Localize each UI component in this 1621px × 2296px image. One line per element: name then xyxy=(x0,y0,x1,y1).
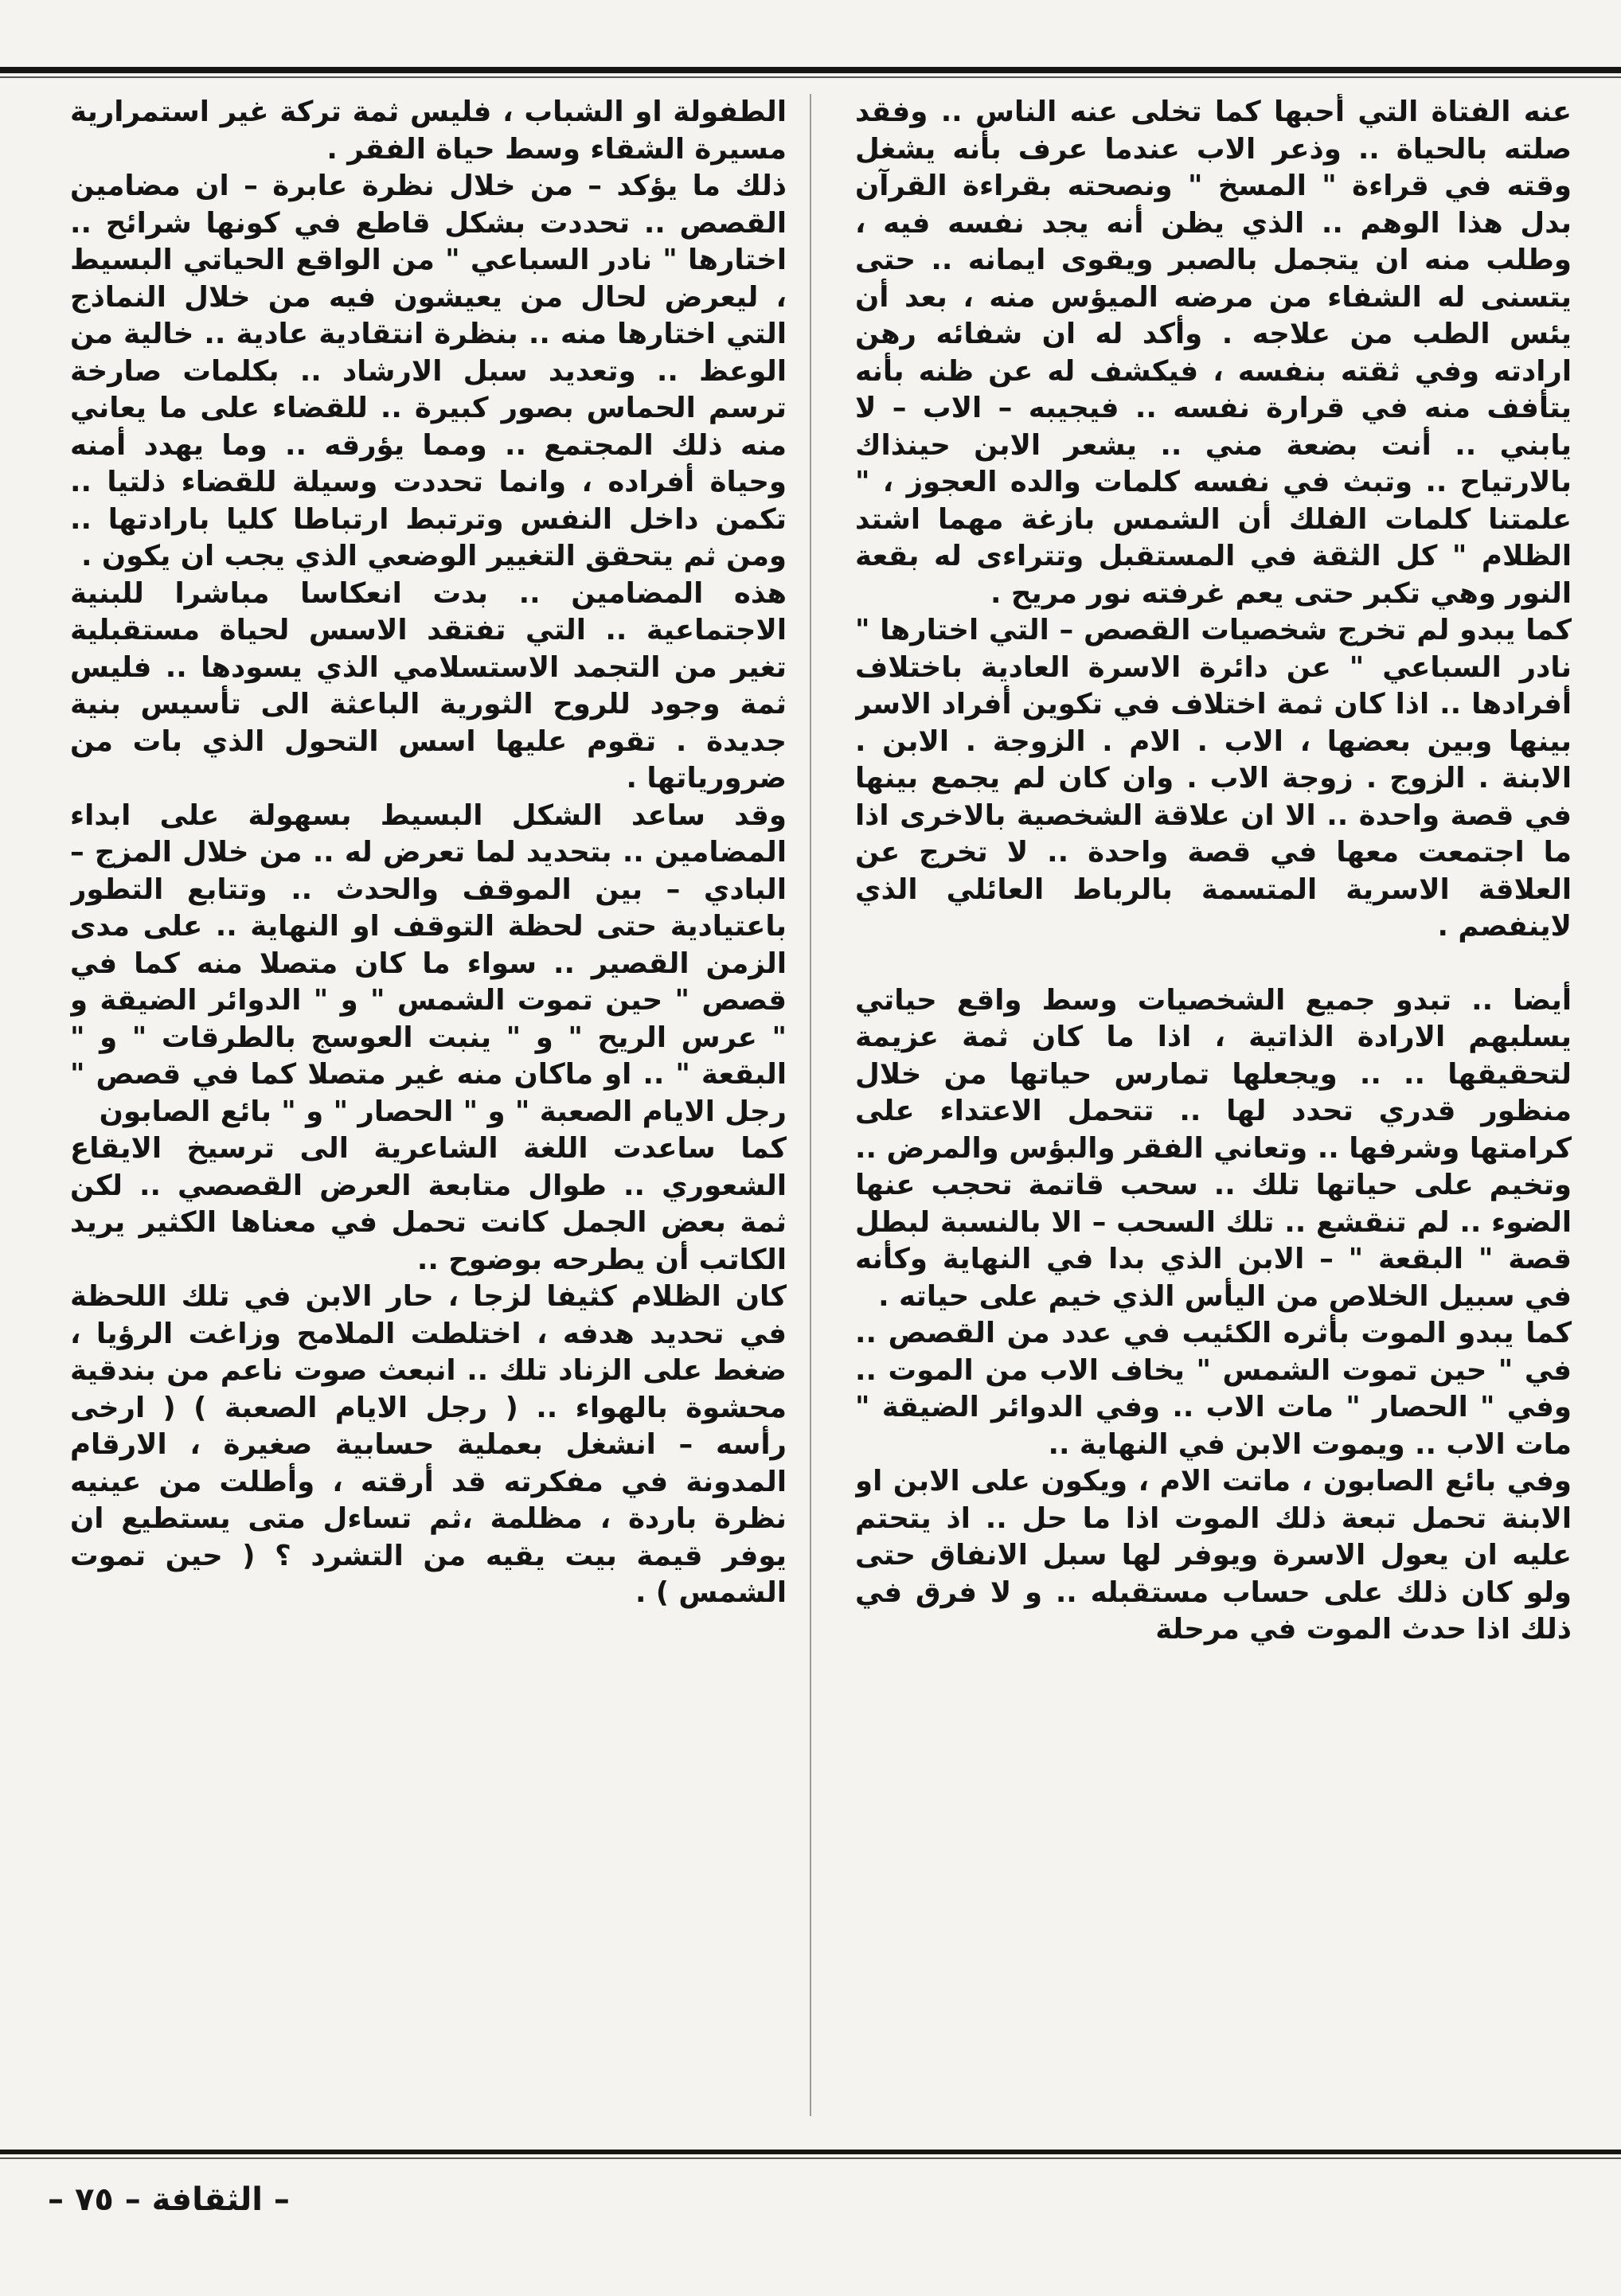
paragraph: وقد ساعد الشكل البسيط بسهولة على ابداء المضامين .. بتحديد لما تعرض له .. من خلال المزج – البادي – بين الموقف والحدث .. وتتابع التطور باعتيادية حتى لحظة التوقف او النهاية .. على مدى الزمن القصير .. سواء ما كان متصلا منه كما في قصص " حين تموت الشمس " و " الدوائر الضيقة و " عرس الريح " و " ينبت العوسج بالطرقات " و " البقعة " .. او ماكان منه غير متصلا كما في قصص " رجل الايام الصعبة " و " الحصار " و " بائع الصابون xyxy=(70,799,787,1128)
paragraph: كان الظلام كثيفا لزجا ، حار الابن في تلك اللحظة في تحديد هدفه ، اختلطت الملامح وزاغت الرؤيا ، ضغط على الزناد تلك .. انبعث صوت ناعم من بندقية محشوة بالهواء .. ( رجل الايام الصعبة ) ( ارخى رأسه – انشغل بعملية حسابية صغيرة ، الارقام المدونة في مفكرته قد أرقته ، وأطلت من عينيه نظرة باردة ، مظلمة ،ثم تساءل متى يستطيع ان يوفر قيمة بيت يقيه من التشرد ؟ ( حين تموت الشمس ) . xyxy=(70,1280,787,1609)
top-rule xyxy=(0,67,1621,73)
paragraph: ذلك ما يؤكد – من خلال نظرة عابرة – ان مضامين القصص .. تحددت بشكل قاطع في كونها شرائح .. اختارها " نادر السباعي " من الواقع الحياتي البسيط ، ليعرض لحال من يعيشون فيه من خلال النماذج التي اختارها منه .. بنظرة انتقادية عادية .. خالية من الوعظ .. وتعديد سبل الارشاد .. بكلمات صارخة ترسم الحماس بصور كبيرة .. للقضاء على ما يعاني منه ذلك المجتمع .. ومما يؤرقه .. وما يهدد أمنه وحياة أفراده ، وانما تحددت وسيلة للقضاء ذلتيا .. تكمن داخل النفس وترتبط ارتباطا كليا بارادتها .. ومن ثم يتحقق التغيير الوضعي الذي يجب ان يكون . xyxy=(70,170,787,572)
paragraph: كما يبدو لم تخرج شخصيات القصص – التي اختارها " نادر السباعي " عن دائرة الاسرة العادية باختلاف أفرادها .. اذا كان ثمة اختلاف في تكوين أفراد الاسر بينها وبين بعضها ، الاب . الام . الزوجة . الابن . الابنة . الزوج . زوجة الاب . وان كان لم يجمع بينها في قصة واحدة .. الا ان علاقة الشخصية بالاخرى اذا ما اجتمعت معها في قصة واحدة .. لا تخرج عن العلاقة الاسرية المتسمة بالرباط العائلي الذي لاينفصم . xyxy=(855,614,1572,943)
paragraph: وفي بائع الصابون ، ماتت الام ، ويكون على الابن او الابنة تحمل تبعة ذلك الموت اذا ما حل .. اذ يتحتم عليه ان يعول الاسرة ويوفر لها سبل الانفاق حتى ولو كان ذلك على حساب مستقبله .. و لا فرق في ذلك اذا حدث الموت في مرحلة xyxy=(855,1465,1572,1646)
paragraph: أيضا .. تبدو جميع الشخصيات وسط واقع حياتي يسلبهم الارادة الذاتية ، اذا ما كان ثمة عزيمة لتحقيقها .. .. ويجعلها تمارس حياتها من خلال منظور قدري تحدد لها .. تتحمل الاعتداء على كرامتها وشرفها .. وتعاني الفقر والبؤس والمرض .. وتخيم على حياتها تلك .. سحب قاتمة تحجب عنها الضوء .. لم تنقشع .. تلك السحب – الا بالنسبة لبطل قصة " البقعة " – الابن الذي بدا في النهاية وكأنه في سبيل الخلاص من اليأس الذي خيم على حياته . xyxy=(855,983,1572,1313)
article-column-right xyxy=(855,94,1572,2116)
column-divider xyxy=(810,94,811,2116)
paragraph: الطفولة او الشباب ، فليس ثمة تركة غير استمرارية مسيرة الشقاء وسط حياة الفقر . xyxy=(70,96,787,166)
page-folio: – الثقافة – ٧٥ – xyxy=(48,2181,290,2218)
paragraph: هذه المضامين .. بدت انعكاسا مباشرا للبنية الاجتماعية .. التي تفتقد الاسس لحياة مستقبلية تغير من التجمد الاستسلامي الذي يسودها .. فليس ثمة وجود للروح الثورية الباعثة الى تأسيس بنية جديدة . تقوم عليها اسس التحول الذي بات من ضرورياتها . xyxy=(70,576,787,795)
bottom-rule-thin xyxy=(0,2157,1621,2159)
top-rule-thin xyxy=(0,76,1621,78)
paragraph: عنه الفتاة التي أحبها كما تخلى عنه الناس .. وفقد صلته بالحياة .. وذعر الاب عندما عرف بأنه يشغل وقته في قراءة " المسخ " ونصحته بقراءة القرآن بدل هذا الوهم .. الذي يظن أنه يجد نفسه فيه ، وطلب منه ان يتجمل بالصبر ويقوى ايمانه .. حتى يتسنى له الشفاء من مرضه الميؤس منه ، بعد أن يئس الطب من علاجه . وأكد له ان شفائه رهن ارادته وفي ثقته بنفسه ، فيكشف له عن ظنه بأنه يتأفف منه في قرارة نفسه .. فيجيبه – الاب – لا يابني .. أنت بضعة مني .. يشعر الابن حينذاك بالارتياح .. وتبث في نفسه كلمات والده العجوز ، " علمتنا كلمات الفلك أن الشمس بازغة مهما اشتد الظلام " كل الثقة في المستقبل وتتراءى له بقعة النور وهي تكبر حتى يعم غرفته نور مريح . xyxy=(855,96,1572,610)
paragraph: كما ساعدت اللغة الشاعرية الى ترسيخ الايقاع الشعوري .. طوال متابعة العرض القصصي .. لكن ثمة بعض الجمل كانت تحمل في معناها الكثير يريد الكاتب أن يطرحه بوضوح .. xyxy=(70,1132,787,1276)
bottom-rule xyxy=(0,2150,1621,2154)
article-column-left xyxy=(70,94,787,2116)
paragraph: كما يبدو الموت بأثره الكئيب في عدد من القصص .. في " حين تموت الشمس " يخاف الاب من الموت .. وفي " الحصار " مات الاب .. وفي الدوائر الضيقة " مات الاب .. ويموت الابن في النهاية .. xyxy=(855,1317,1572,1461)
